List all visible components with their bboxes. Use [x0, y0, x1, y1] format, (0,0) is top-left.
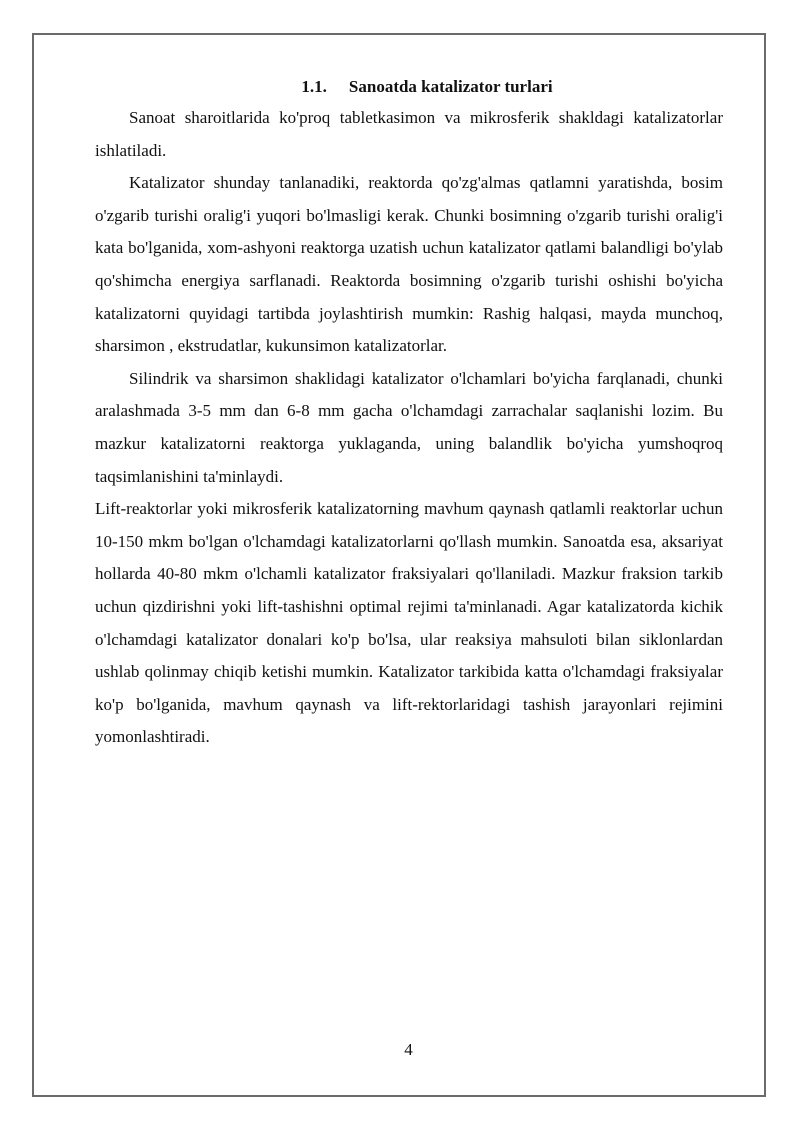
paragraph-1: Sanoat sharoitlarida ko'proq tabletkasimon va mikrosferik shakldagi katalizatorlar ishlatiladi.: [95, 108, 723, 160]
paragraph-2: Katalizator shunday tanlanadiki, reaktorda qo'zg'almas qatlamni yaratishda, bosim o'zgarib turishi oralig'i yuqori bo'lmasligi kerak. Chunki bosimning o'zgarib turishi oralig'i kata bo'lganida, xom-ashyoni reaktorga uzatish uchun katalizator qatlami balandligi bo'ylab qo'shimcha energiya sarflanadi. Reaktorda bosimning o'zgarib turishi oshishi bo'yicha katalizatorni quyidagi tartibda joylashtirish mumkin: Rashig halqasi, mayda munchoq, sharsimon , ekstrudatlar, kukunsimon katalizatorlar.: [95, 173, 723, 356]
page-number: 4: [404, 1040, 413, 1059]
paragraph-4: Lift-reaktorlar yoki mikrosferik katalizatorning mavhum qaynash qatlamli reaktorlar uchun 10-150 mkm bo'lgan o'lchamdagi katalizatorlarni qo'llash mumkin. Sanoatda esa, aksariyat hollarda 40-80 mkm o'lchamli katalizator fraksiyalari qo'llaniladi. Mazkur fraksion tarkib uchun qizdirishni yoki lift-tashishni optimal rejimi ta'minlanadi. Agar katalizatorda kichik o'lchamdagi katalizator donalari ko'p bo'lsa, ular reaksiya mahsuloti bilan siklonlardan ushlab qolinmay chiqib ketishi mumkin. Katalizator tarkibida katta o'lchamdagi fraksiyalar ko'p bo'lganida, mavhum qaynash va lift-rektorlaridagi tashish jarayonlari rejimini yomonlashtiradi.: [95, 499, 723, 747]
paragraph-3: Silindrik va sharsimon shaklidagi katalizator o'lchamlari bo'yicha farqlanadi, chunki aralashmada 3-5 mm dan 6-8 mm gacha o'lchamdagi zarrachalar saqlanishi lozim. Bu mazkur katalizatorni reaktorga yuklaganda, uning balandlik bo'yicha yumshoqroq taqsimlanishini ta'minlaydi.: [95, 368, 723, 486]
section-title: Sanoatda katalizator turlari: [348, 77, 553, 96]
section-number: 1.1.: [301, 77, 327, 96]
section-heading: [95, 74, 723, 102]
document-body: [95, 74, 723, 754]
